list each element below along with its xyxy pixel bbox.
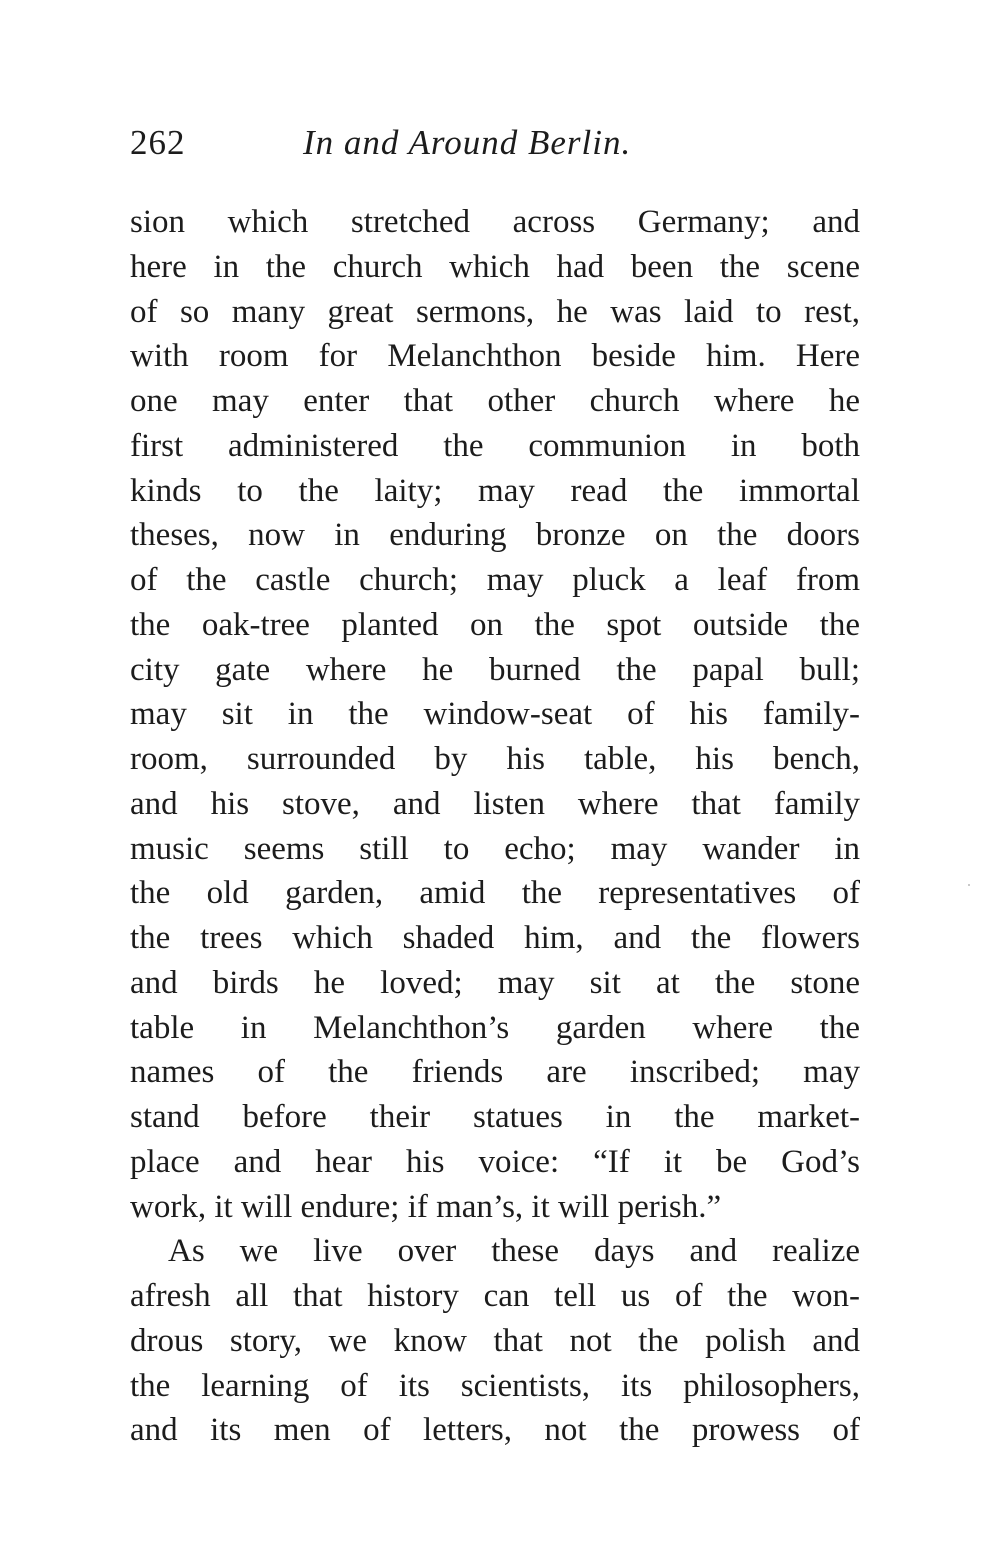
text-line: names of the friends are inscribed; may (130, 1054, 860, 1091)
text-line: music seems still to echo; may wander in (130, 830, 860, 867)
text-line: of so many great sermons, he was laid to rest, (130, 293, 860, 330)
text-line: the old garden, amid the representatives of (130, 875, 860, 912)
text-line: with room for Melanchthon beside him. Here (130, 338, 860, 375)
text-line: the learning of its scientists, its philosophers, (130, 1367, 860, 1404)
text-line: drous story, we know that not the polish and (130, 1322, 860, 1359)
book-title: In and Around Berlin. (303, 123, 632, 162)
paper-speck (968, 884, 970, 886)
page-number: 262 (130, 123, 186, 162)
text-line: afresh all that history can tell us of the won- (130, 1278, 860, 1314)
text-line: one may enter that other church where he (130, 383, 860, 419)
text-line: and its men of letters, not the prowess of (130, 1412, 860, 1449)
text-line: and his stove, and listen where that family (130, 785, 860, 822)
text-line: theses, now in enduring bronze on the doors (130, 517, 860, 554)
text-line: work, it will endure; if man’s, it will perish.” (130, 1188, 722, 1225)
running-head (130, 118, 870, 168)
text-line: As we live over these days and realize (168, 1233, 860, 1270)
text-line: first administered the communion in both (130, 427, 860, 464)
text-line: the trees which shaded him, and the flowers (130, 920, 860, 956)
text-line: room, surrounded by his table, his bench, (130, 741, 860, 777)
text-line: place and hear his voice: “If it be God’s (130, 1143, 860, 1180)
paragraph (130, 1229, 860, 1453)
paragraph-continued (130, 200, 860, 1229)
body-text (130, 200, 860, 1453)
text-line: table in Melanchthon’s garden where the (130, 1009, 860, 1046)
text-line: city gate where he burned the papal bull; (130, 651, 860, 688)
text-line: sion which stretched across Germany; and (130, 204, 860, 240)
text-line: kinds to the laity; may read the immortal (130, 472, 860, 509)
text-line: here in the church which had been the scene (130, 248, 860, 285)
text-line: may sit in the window-seat of his family- (130, 696, 860, 733)
text-line: and birds he loved; may sit at the stone (130, 964, 860, 1001)
text-line: the oak-tree planted on the spot outside the (130, 606, 860, 643)
text-line: of the castle church; may pluck a leaf from (130, 562, 860, 598)
text-line: stand before their statues in the market- (130, 1099, 860, 1135)
